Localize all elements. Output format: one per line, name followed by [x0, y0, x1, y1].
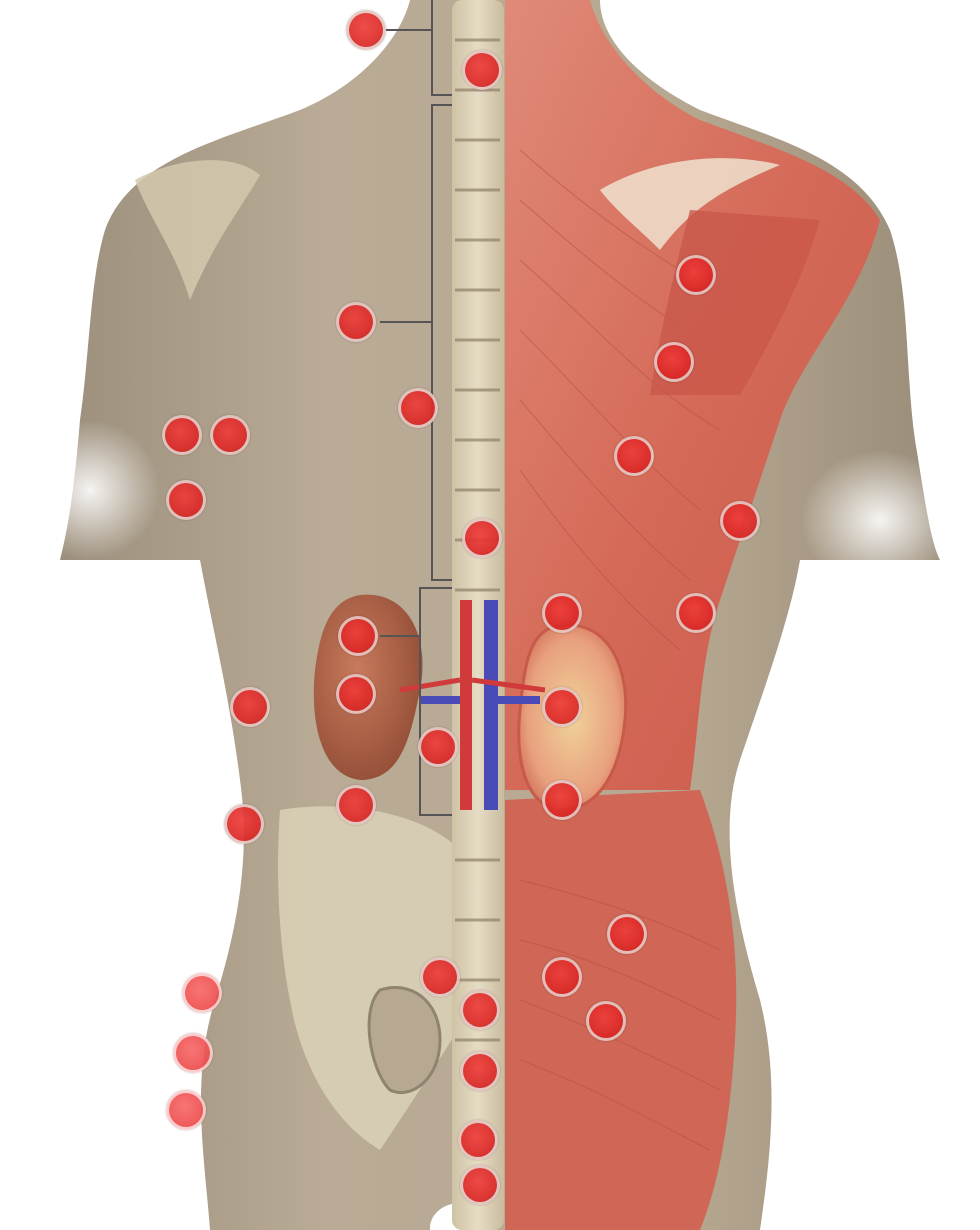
marker-thoracic-left[interactable]: [336, 302, 376, 342]
marker-sacrum-upper[interactable]: [460, 990, 500, 1030]
marker-scapula-right-lower[interactable]: [654, 342, 694, 382]
marker-gluteal-right-lower[interactable]: [586, 1001, 626, 1041]
marker-thigh-left-1[interactable]: [182, 973, 222, 1013]
marker-kidney-right-bottom[interactable]: [542, 780, 582, 820]
marker-flank-right-mid[interactable]: [676, 593, 716, 633]
marker-gluteal-right-upper[interactable]: [607, 914, 647, 954]
marker-ureter-left[interactable]: [418, 727, 458, 767]
marker-thigh-left-3[interactable]: [166, 1090, 206, 1130]
marker-coccyx-lower[interactable]: [460, 1165, 500, 1205]
marker-coccyx-upper[interactable]: [458, 1120, 498, 1160]
marker-sacrum-mid[interactable]: [460, 1051, 500, 1091]
marker-back-right-mid[interactable]: [614, 436, 654, 476]
marker-sacroiliac-right[interactable]: [542, 957, 582, 997]
marker-flank-right-upper[interactable]: [720, 501, 760, 541]
marker-sacroiliac-left[interactable]: [420, 957, 460, 997]
marker-cervical-spine[interactable]: [462, 50, 502, 90]
marker-kidney-left-mid[interactable]: [336, 674, 376, 714]
marker-arm-left-2[interactable]: [210, 415, 250, 455]
marker-lumbar-spine-upper[interactable]: [462, 518, 502, 558]
marker-kidney-left-bottom[interactable]: [336, 785, 376, 825]
marker-thigh-left-2[interactable]: [173, 1033, 213, 1073]
marker-arm-left-3[interactable]: [166, 480, 206, 520]
marker-flank-left[interactable]: [230, 687, 270, 727]
marker-kidney-right-top[interactable]: [542, 593, 582, 633]
marker-kidney-left-top[interactable]: [338, 616, 378, 656]
marker-thoracic-spine[interactable]: [398, 388, 438, 428]
marker-kidney-right-mid[interactable]: [542, 687, 582, 727]
marker-hip-left[interactable]: [224, 804, 264, 844]
marker-arm-left-1[interactable]: [162, 415, 202, 455]
marker-scapula-right-upper[interactable]: [676, 255, 716, 295]
marker-neck-left[interactable]: [346, 10, 386, 50]
